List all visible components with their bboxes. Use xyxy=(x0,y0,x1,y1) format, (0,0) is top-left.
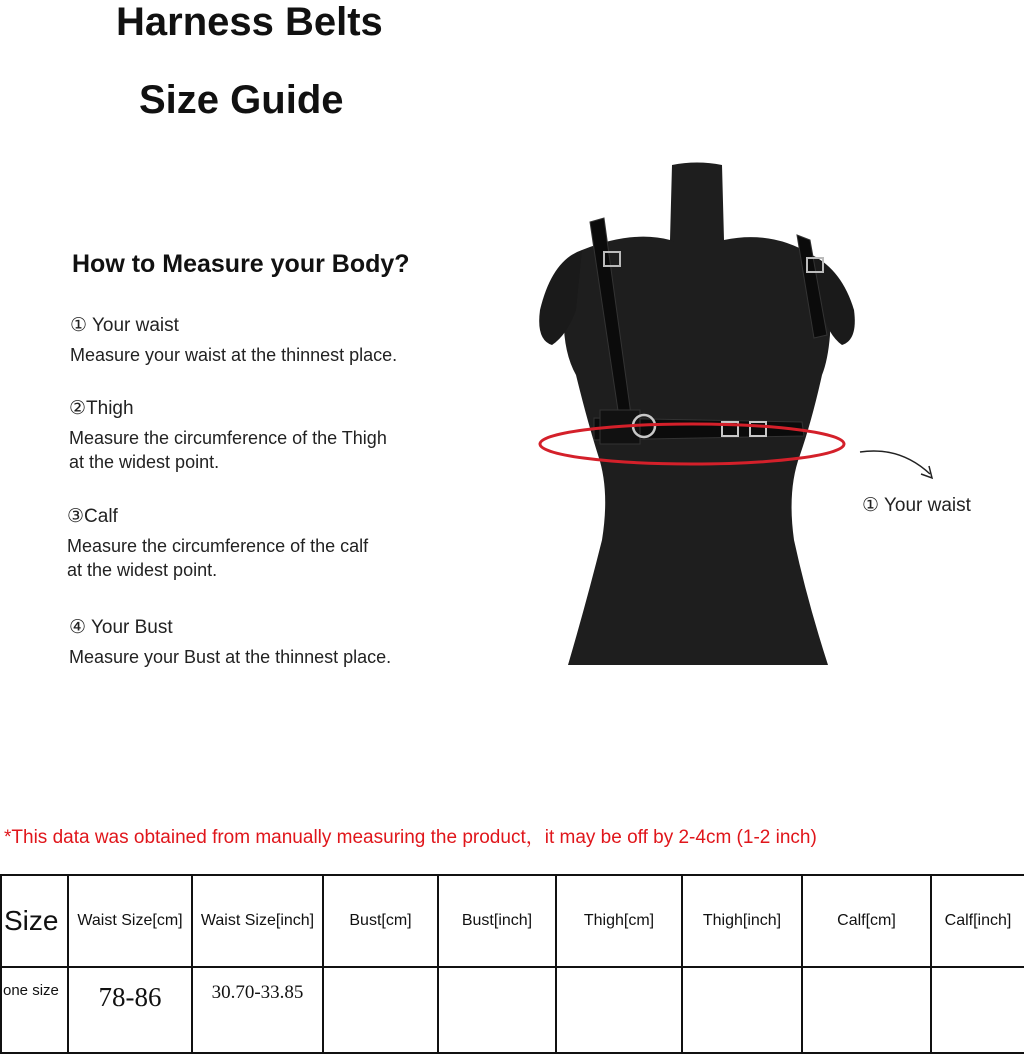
table-cell: 78-86 xyxy=(68,967,192,1053)
measure-item-desc: Measure your waist at the thinnest place. xyxy=(70,345,398,365)
table-header-cell: Thigh[cm] xyxy=(556,875,682,967)
measure-item-thigh xyxy=(69,397,387,474)
measure-item-calf xyxy=(67,505,368,582)
mannequin-harness-image xyxy=(532,160,862,665)
table-cell xyxy=(802,967,931,1053)
table-cell xyxy=(556,967,682,1053)
measurement-note: *This data was obtained from manually measuring the product，it may be off by 2-4cm (1-2 inch) xyxy=(4,827,817,848)
table-header-cell: Thigh[inch] xyxy=(682,875,802,967)
measure-item-head: ① Your waist xyxy=(70,315,179,336)
measure-item-waist xyxy=(70,314,397,367)
table-cell xyxy=(323,967,438,1053)
measure-item-desc: at the widest point. xyxy=(69,452,220,472)
callout-arrow-icon xyxy=(855,444,945,494)
table-header-cell: Waist Size[inch] xyxy=(192,875,323,967)
size-table xyxy=(0,874,1024,1054)
waist-callout-label: ① Your waist xyxy=(862,495,971,516)
page-title: Harness Belts xyxy=(116,0,383,44)
measure-item-desc: at the widest point. xyxy=(67,560,218,580)
measure-item-desc: Measure the circumference of the Thigh xyxy=(69,428,387,448)
measure-item-bust xyxy=(69,616,391,669)
table-cell: one size xyxy=(1,967,68,1053)
table-header-cell: Size xyxy=(1,875,68,967)
table-row xyxy=(1,967,1024,1053)
table-header-cell: Waist Size[cm] xyxy=(68,875,192,967)
measure-heading: How to Measure your Body? xyxy=(72,250,410,278)
measure-item-head: ②Thigh xyxy=(69,398,134,419)
page-subtitle: Size Guide xyxy=(139,78,344,122)
table-header-cell: Calf[inch] xyxy=(931,875,1024,967)
table-cell xyxy=(682,967,802,1053)
table-header-cell: Bust[cm] xyxy=(323,875,438,967)
table-header-cell: Calf[cm] xyxy=(802,875,931,967)
measure-item-head: ③Calf xyxy=(67,506,118,527)
table-cell xyxy=(438,967,556,1053)
measure-item-head: ④ Your Bust xyxy=(69,617,173,638)
measure-item-desc: Measure your Bust at the thinnest place. xyxy=(69,647,392,667)
table-header-cell: Bust[inch] xyxy=(438,875,556,967)
table-cell: 30.70-33.85 xyxy=(192,967,323,1053)
table-header-row xyxy=(1,875,1024,967)
table-cell xyxy=(931,967,1024,1053)
measure-item-desc: Measure the circumference of the calf xyxy=(67,536,369,556)
